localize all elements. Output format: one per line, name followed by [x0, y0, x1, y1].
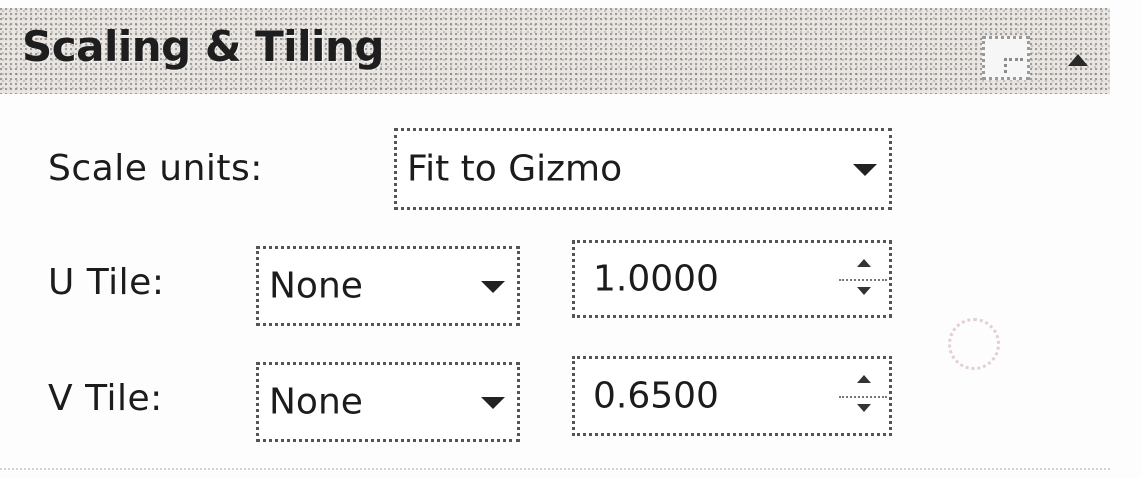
u-tile-mode-value: None [269, 265, 363, 307]
chevron-down-icon[interactable] [473, 249, 513, 323]
u-tile-label: U Tile: [48, 262, 165, 303]
v-tile-spinner-buttons [839, 363, 887, 429]
v-tile-label: V Tile: [48, 378, 163, 419]
spin-down-icon[interactable] [839, 279, 887, 311]
scale-units-value: Fit to Gizmo [407, 148, 623, 190]
spin-up-icon[interactable] [839, 363, 887, 398]
restore-window-icon-inner [1004, 58, 1023, 73]
collapse-up-icon[interactable] [1060, 46, 1096, 76]
scale-units-label: Scale units: [48, 148, 263, 189]
scale-units-dropdown[interactable] [394, 128, 892, 210]
v-tile-value[interactable]: 0.6500 [593, 375, 719, 417]
panel-bottom-divider [0, 468, 1110, 470]
panel-title: Scaling & Tiling [22, 22, 384, 71]
chevron-down-icon[interactable] [845, 131, 885, 207]
u-tile-value-spinner[interactable] [572, 240, 892, 318]
u-tile-value[interactable]: 1.0000 [593, 258, 719, 300]
spin-up-icon[interactable] [839, 247, 887, 281]
u-tile-mode-dropdown[interactable] [256, 246, 520, 326]
panel-header[interactable] [0, 8, 1110, 94]
scan-artifact [948, 318, 1000, 370]
u-tile-spinner-buttons [839, 247, 887, 311]
chevron-down-icon[interactable] [473, 365, 513, 439]
v-tile-value-spinner[interactable] [572, 356, 892, 436]
spin-down-icon[interactable] [839, 396, 887, 429]
v-tile-mode-dropdown[interactable] [256, 362, 520, 442]
v-tile-mode-value: None [269, 381, 363, 423]
restore-window-icon[interactable] [982, 36, 1030, 80]
